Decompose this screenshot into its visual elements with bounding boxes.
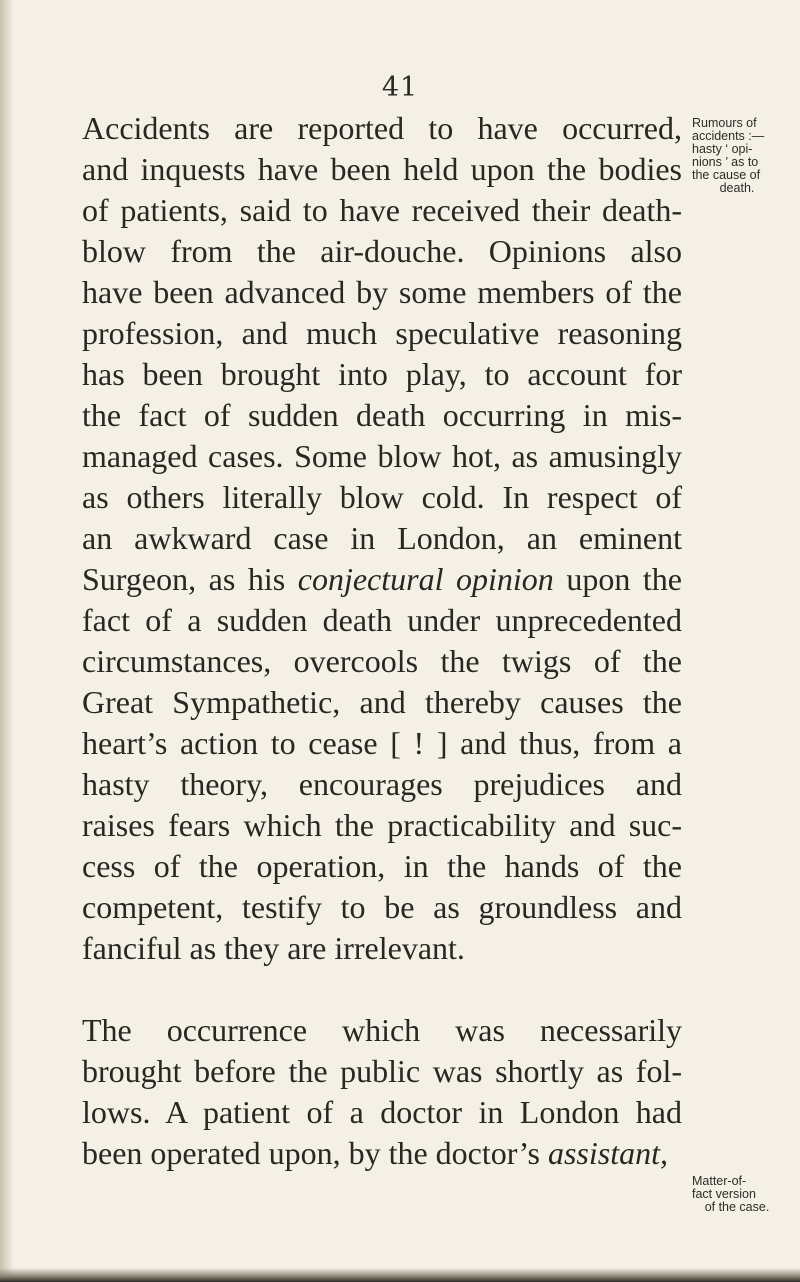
margin-note-rumours: [692, 117, 782, 195]
text-line: hasty theory, encourages prejudices and: [82, 766, 682, 802]
margin-note-line: of the case.: [704, 1200, 770, 1214]
text-line: raises fears which the practicability and suc-: [82, 807, 682, 843]
paragraph-1: [82, 108, 682, 969]
margin-note-line: fact version: [692, 1187, 756, 1201]
text-line: fact of a sudden death under unprecedented: [82, 602, 682, 638]
text-run: upon the: [553, 561, 683, 597]
italic-phrase: assistant,: [547, 1135, 668, 1171]
paragraph-gap: [82, 969, 682, 1010]
page-bottom-edge: [0, 1268, 800, 1282]
text-line: profession, and much speculative reasoning: [82, 315, 682, 351]
text-line: brought before the public was shortly as fol-: [82, 1053, 682, 1089]
margin-note-line: nions ’ as to: [692, 155, 759, 169]
margin-note-matter-of-fact: [692, 1175, 782, 1214]
text-line: [82, 559, 682, 600]
text-line: of patients, said to have received their death-: [82, 192, 682, 228]
text-run: been operated upon, by the doctor’s: [82, 1135, 548, 1171]
text-line: heart’s action to cease [ ! ] and thus, from a: [82, 725, 682, 761]
text-line: lows. A patient of a doctor in London had: [82, 1094, 682, 1130]
text-line: has been brought into play, to account for: [82, 356, 682, 392]
margin-note-line: hasty ‘ opi-: [692, 142, 753, 156]
page-number: 41: [381, 72, 419, 103]
page-gutter-shadow: [0, 0, 14, 1282]
text-line: competent, testify to be as groundless and: [82, 889, 682, 925]
margin-note-line: death.: [719, 181, 755, 195]
margin-note-line: the cause of: [692, 168, 761, 182]
text-line: blow from the air-douche. Opinions also: [82, 233, 682, 269]
text-line: have been advanced by some members of the: [82, 274, 682, 310]
text-line: fanciful as they are irrelevant.: [82, 930, 465, 966]
text-line: an awkward case in London, an eminent: [82, 520, 682, 556]
paragraph-2: [82, 1010, 682, 1174]
text-line: [82, 1133, 682, 1174]
text-run: Surgeon, as his: [82, 561, 298, 597]
margin-note-line: accidents :—: [692, 129, 765, 143]
text-line: managed cases. Some blow hot, as amusingly: [82, 438, 682, 474]
body-text: [82, 108, 682, 1174]
text-line: cess of the operation, in the hands of the: [82, 848, 682, 884]
text-line: Accidents are reported to have occurred,: [82, 110, 682, 146]
text-line: Great Sympathetic, and thereby causes the: [82, 684, 682, 720]
text-line: as others literally blow cold. In respect of: [82, 479, 682, 515]
margin-note-line: Rumours of: [692, 116, 757, 130]
text-line: the fact of sudden death occurring in mis-: [82, 397, 682, 433]
text-line: circumstances, overcools the twigs of the: [82, 643, 682, 679]
margin-note-line: Matter-of-: [692, 1174, 747, 1188]
text-line: and inquests have been held upon the bodies: [82, 151, 682, 187]
text-line: The occurrence which was necessarily: [82, 1012, 682, 1048]
italic-phrase: conjectural opinion: [297, 561, 554, 597]
